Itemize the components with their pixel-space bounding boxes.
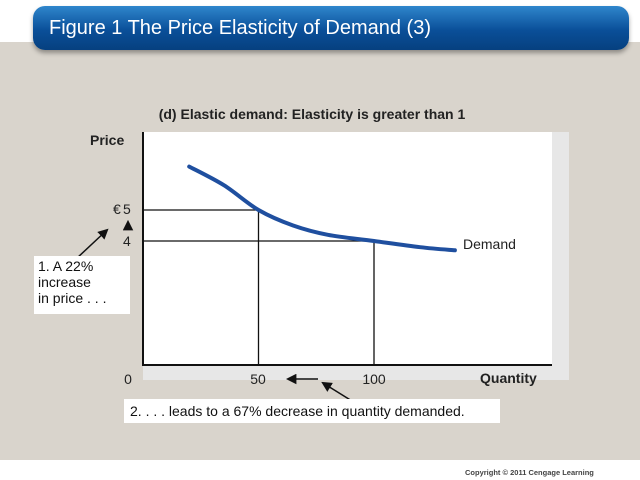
price-note-line: in price . . .: [38, 290, 107, 306]
price-note-callout-arrow: [76, 230, 107, 259]
x-axis-label: Quantity: [480, 370, 537, 386]
price-change-note: [34, 256, 130, 314]
price-note-line: increase: [38, 274, 91, 290]
currency-symbol: €: [113, 201, 121, 217]
y-tick-label-5: 5: [123, 201, 131, 217]
demand-curve-label: Demand: [463, 236, 516, 252]
x-tick-label-0: 0: [124, 371, 132, 387]
quantity-change-note: 2. . . . leads to a 67% decrease in quantity demanded.: [124, 399, 500, 423]
x-tick-label-100: 100: [362, 371, 386, 387]
copyright-notice: Copyright © 2011 Cengage Learning: [465, 468, 594, 477]
y-axis-label: Price: [90, 132, 125, 148]
x-tick-label-50: 50: [250, 371, 266, 387]
y-tick-label-4: 4: [123, 233, 131, 249]
chart-subtitle: (d) Elastic demand: Elasticity is greater than 1: [158, 106, 466, 122]
demand-curve: [189, 167, 455, 251]
price-note-line: 1. A 22%: [38, 258, 94, 274]
slide-title: Figure 1 The Price Elasticity of Demand (3): [49, 17, 432, 39]
